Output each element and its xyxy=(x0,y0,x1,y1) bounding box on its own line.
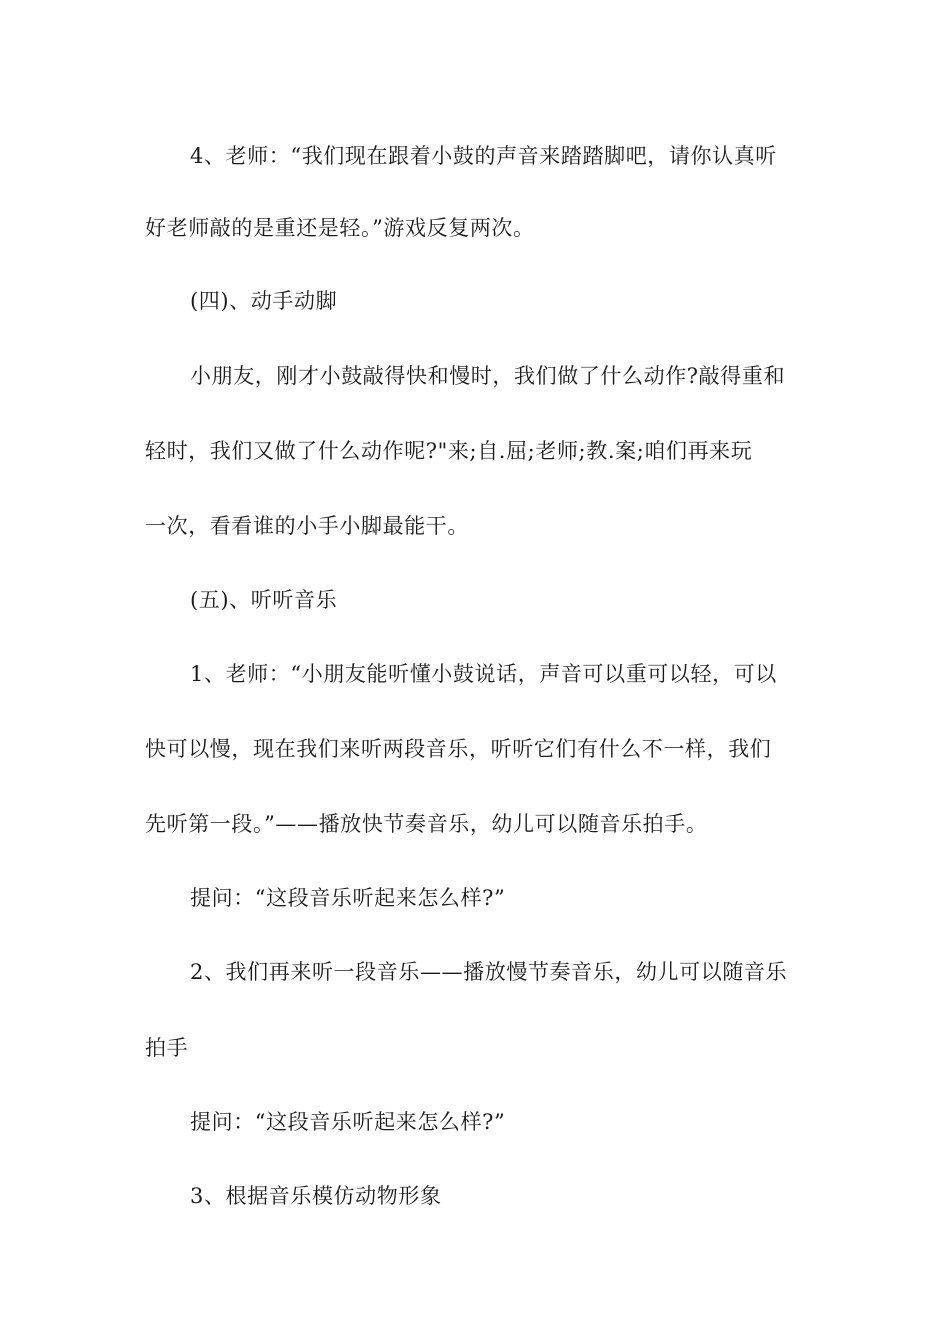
section-heading: (五)、听听音乐 xyxy=(190,588,338,612)
paragraph-line: 3、根据音乐模仿动物形象 xyxy=(190,1184,442,1208)
paragraph-line: 4、老师：“我们现在跟着小鼓的声音来踏踏脚吧，请你认真听 xyxy=(190,144,777,168)
paragraph-line: 提问：“这段音乐听起来怎么样?” xyxy=(190,886,506,910)
paragraph-line: 好老师敲的是重还是轻。”游戏反复两次。 xyxy=(145,216,535,240)
paragraph-line: 轻时，我们又做了什么动作呢?"来;自.屈;老师;教.案;咱们再来玩 xyxy=(145,439,753,463)
paragraph-line: 快可以慢，现在我们来听两段音乐，听听它们有什么不一样，我们 xyxy=(145,737,772,761)
paragraph-line: 1、老师：“小朋友能听懂小鼓说话，声音可以重可以轻，可以 xyxy=(190,662,777,686)
paragraph-line: 拍手 xyxy=(145,1036,189,1060)
paragraph-line: 小朋友，刚才小鼓敲得快和慢时，我们做了什么动作?敲得重和 xyxy=(190,364,786,388)
paragraph-line: 一次，看看谁的小手小脚最能干。 xyxy=(145,514,469,538)
paragraph-line: 先听第一段。”——播放快节奏音乐，幼儿可以随音乐拍手。 xyxy=(145,812,708,836)
paragraph-line: 2、我们再来听一段音乐——播放慢节奏音乐，幼儿可以随音乐 xyxy=(190,960,788,984)
paragraph-line: 提问：“这段音乐听起来怎么样?” xyxy=(190,1110,506,1134)
section-heading: (四)、动手动脚 xyxy=(190,289,338,313)
